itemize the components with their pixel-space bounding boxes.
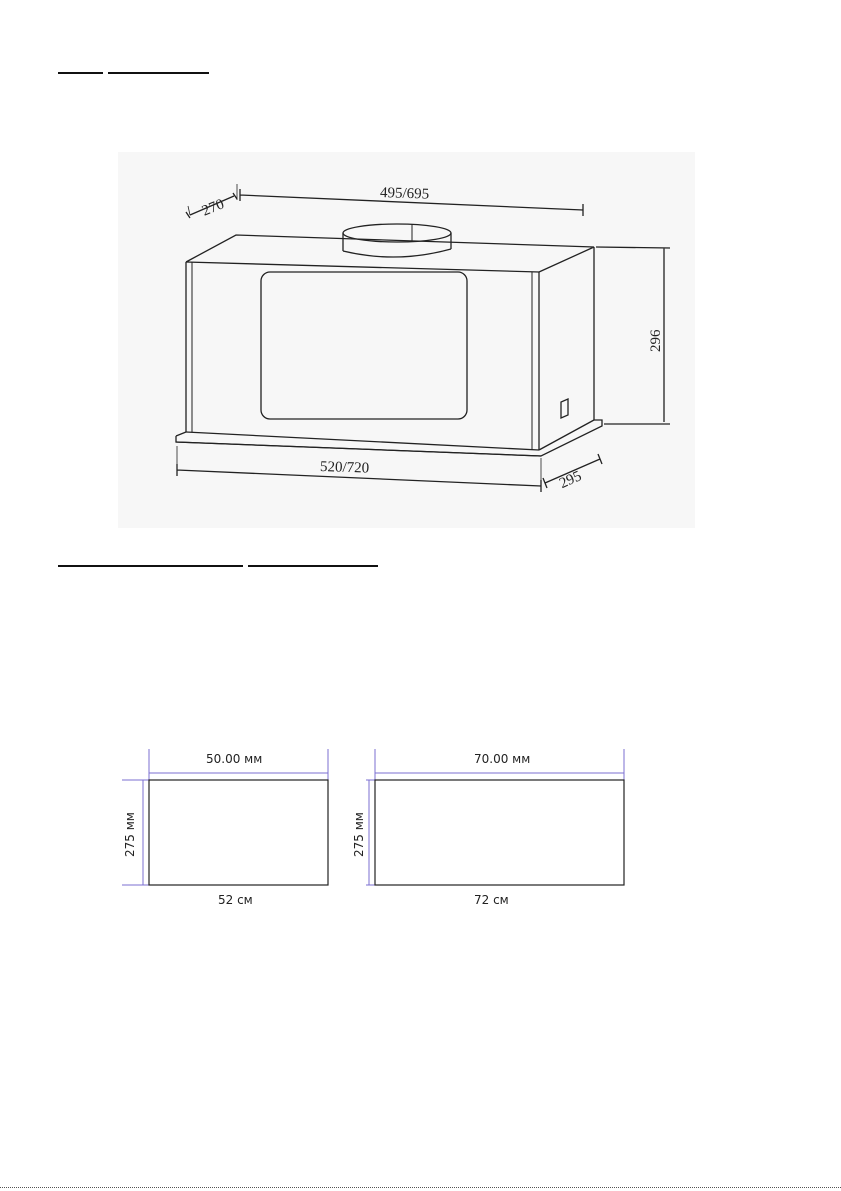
cutout-diagram-1 — [118, 745, 338, 910]
heading-underline-4 — [248, 565, 378, 567]
cutout-rect-2 — [375, 780, 624, 885]
cutout-1-bottom-label: 52 см — [218, 893, 253, 907]
dim-height-label: 296 — [648, 329, 664, 352]
dim-width-bottom-label: 520/720 — [319, 458, 370, 477]
heading-underline-1 — [58, 72, 103, 74]
cutout-2-bottom-label: 72 см — [474, 893, 509, 907]
dim-width-top-label: 495/695 — [379, 184, 430, 203]
heading-underline-3 — [58, 565, 243, 567]
page-bottom-dotted-rule — [0, 1187, 841, 1188]
dim-depth-bottom-label: 295 — [557, 468, 585, 492]
heading-underline-2 — [108, 72, 209, 74]
product-drawing — [118, 152, 695, 528]
cutout-diagram-2 — [350, 745, 630, 910]
cutout-rect-1 — [149, 780, 328, 885]
dim-depth-top-label: 270 — [199, 196, 227, 220]
cutout-1-side-label: 275 мм — [123, 812, 137, 857]
cutout-2-top-label: 70.00 мм — [474, 752, 531, 766]
cutout-1-top-label: 50.00 мм — [206, 752, 263, 766]
cutout-2-side-label: 275 мм — [352, 812, 366, 857]
